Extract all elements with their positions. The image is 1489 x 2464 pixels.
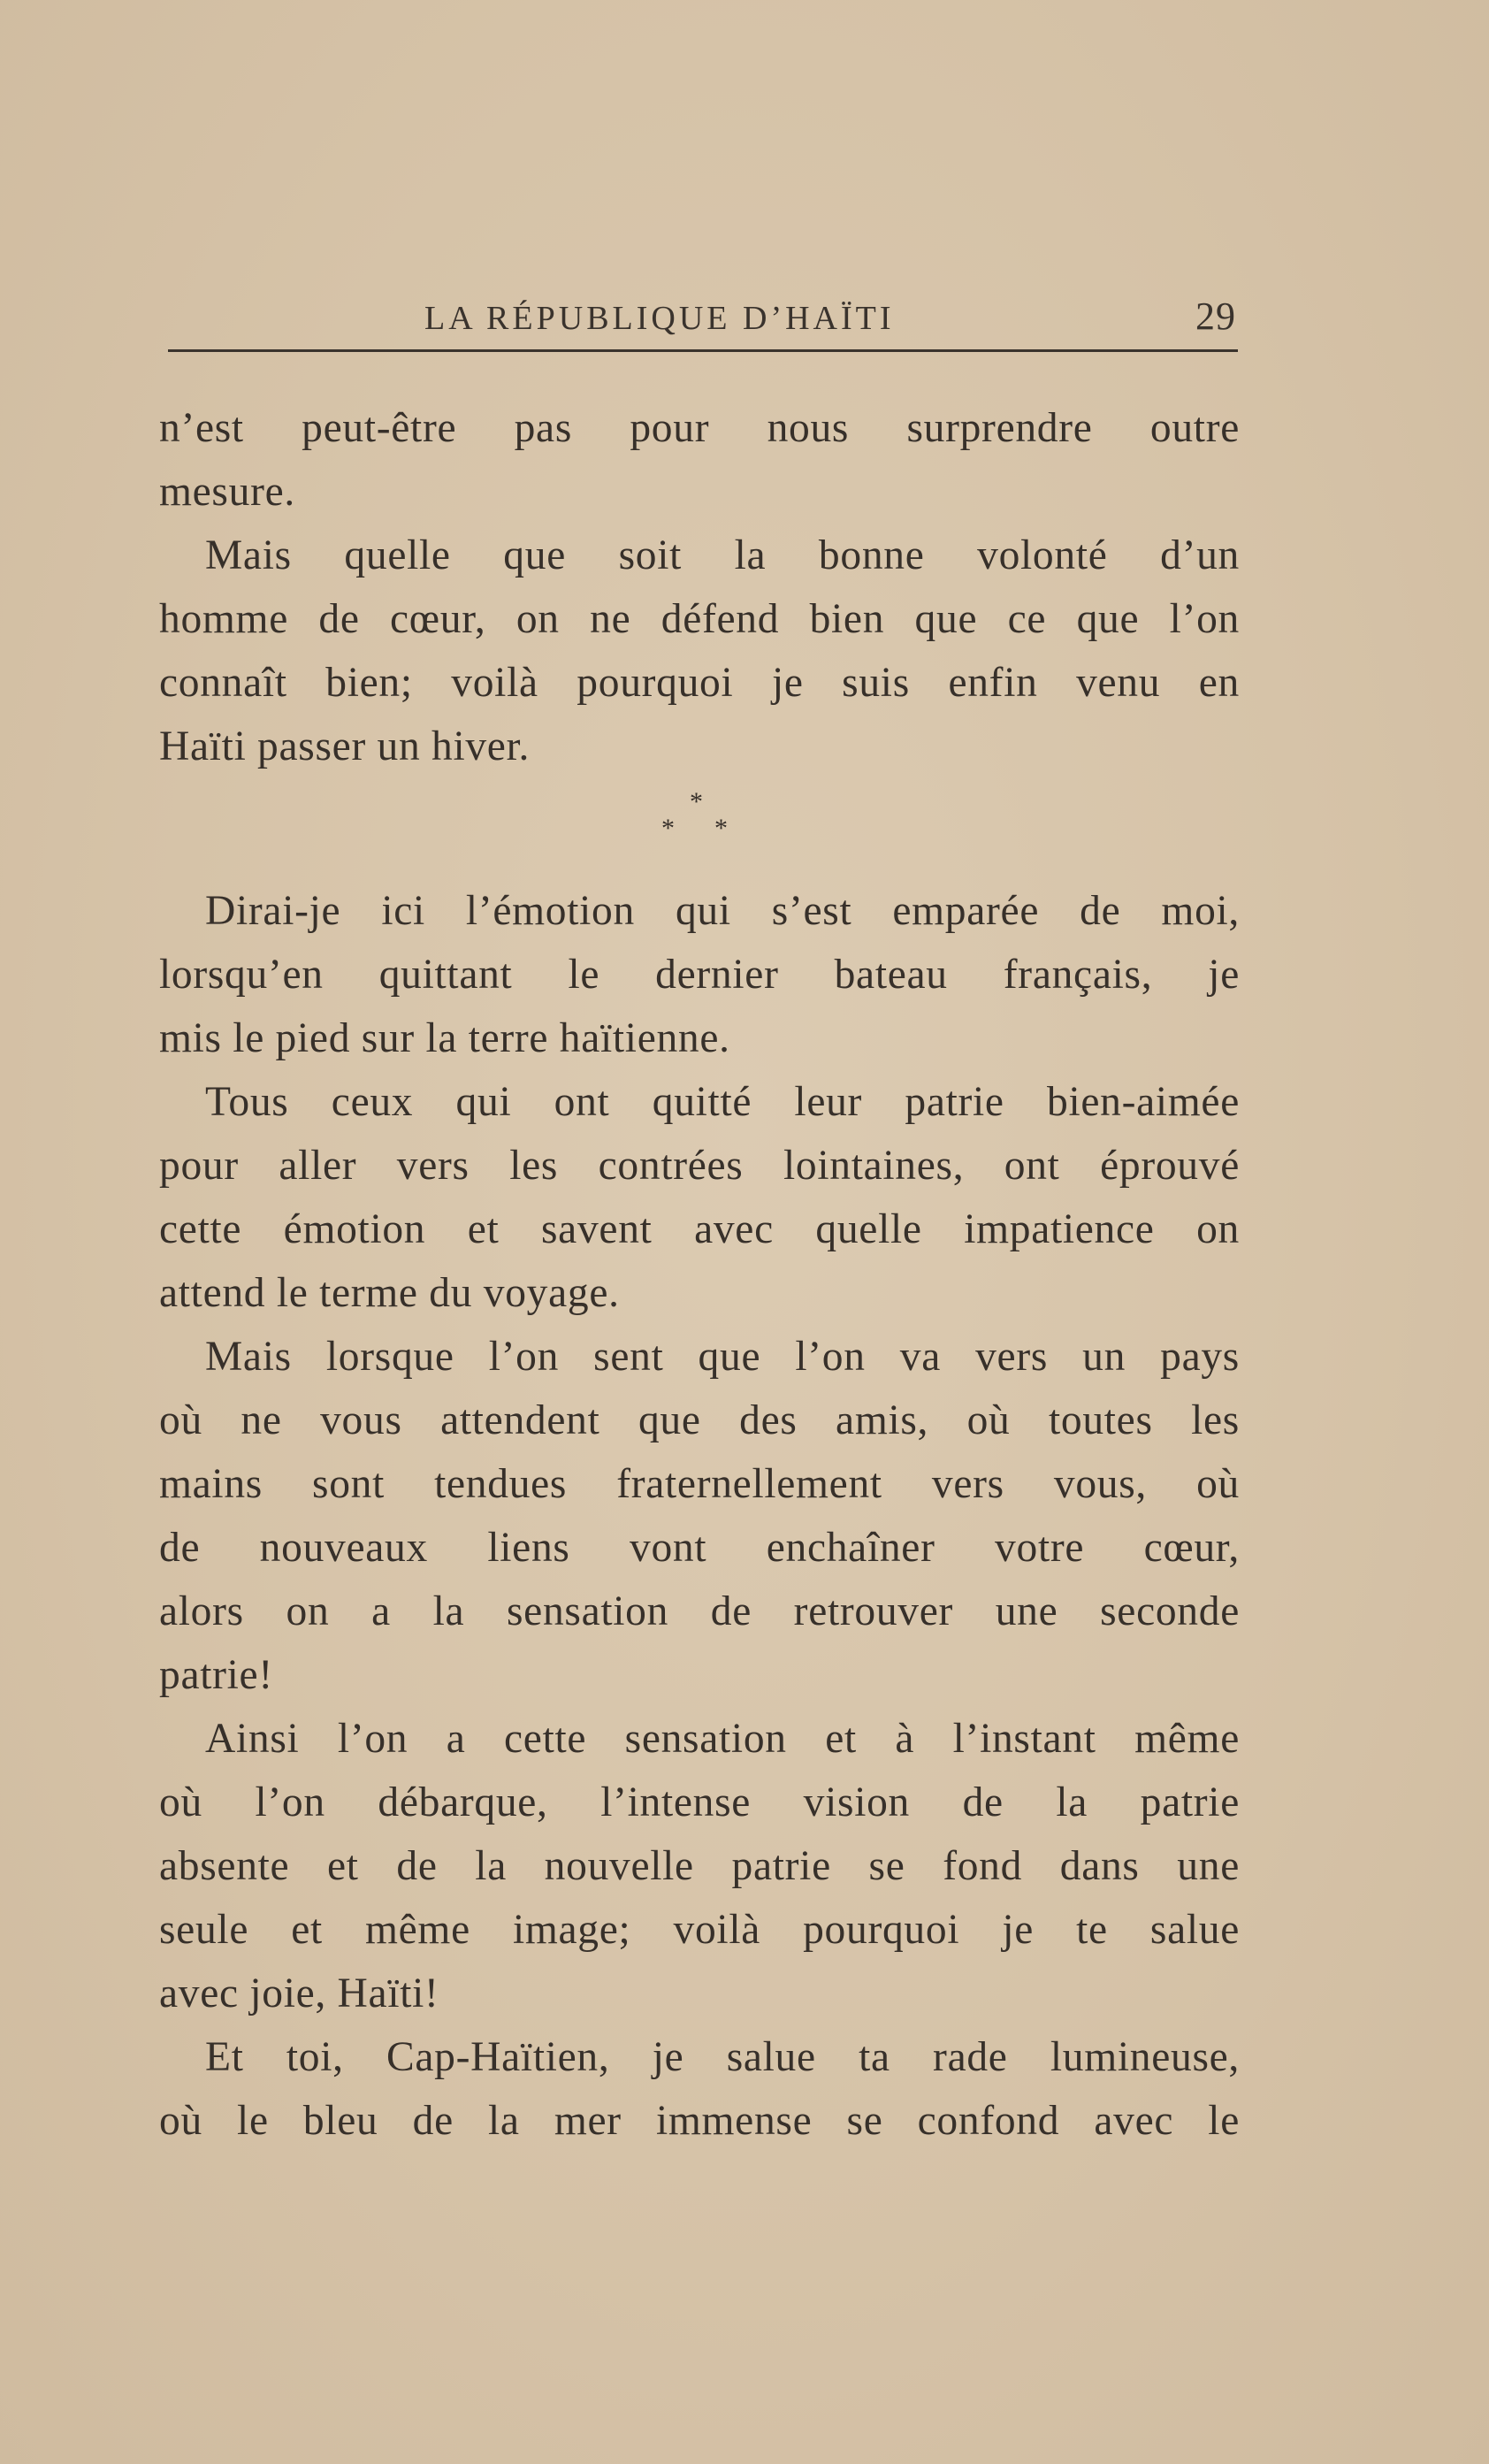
text-line: Mais lorsque l’on sent que l’on va vers un pays bbox=[205, 1334, 1240, 1380]
running-head bbox=[161, 285, 1236, 338]
asterism-separator bbox=[159, 778, 1240, 879]
text-line: Et toi, Cap-Haïtien, je salue ta rade lumineuse, bbox=[205, 2034, 1240, 2080]
text-line: mis le pied sur la terre haïtienne. bbox=[159, 1015, 730, 1061]
asterism-star: * bbox=[661, 814, 676, 843]
text-line: pour aller vers les contrées lointaines, ont éprouvé bbox=[159, 1143, 1240, 1189]
asterism-star: * bbox=[690, 787, 704, 816]
text-line: de nouveaux liens vont enchaîner votre cœur, bbox=[159, 1525, 1240, 1571]
text-line: Tous ceux qui ont quitté leur patrie bien-aimée bbox=[205, 1079, 1240, 1125]
text-line: cette émotion et savent avec quelle impatience on bbox=[159, 1206, 1240, 1252]
text-line: attend le terme du voyage. bbox=[159, 1270, 620, 1316]
text-line: Dirai-je ici l’émotion qui s’est emparée de moi, bbox=[205, 888, 1240, 934]
asterism-star: * bbox=[714, 814, 729, 843]
text-line: où ne vous attendent que des amis, où toutes les bbox=[159, 1397, 1240, 1443]
text-line: absente et de la nouvelle patrie se fond dans une bbox=[159, 1843, 1240, 1889]
text-line: mains sont tendues fraternellement vers vous, où bbox=[159, 1461, 1240, 1507]
text-line: où le bleu de la mer immense se confond avec le bbox=[159, 2098, 1240, 2144]
header-rule bbox=[168, 349, 1238, 352]
text-line: où l’on débarque, l’intense vision de la patrie bbox=[159, 1779, 1240, 1825]
text-line: seule et même image; voilà pourquoi je te salue bbox=[159, 1907, 1240, 1953]
text-line: alors on a la sensation de retrouver une seconde bbox=[159, 1588, 1240, 1634]
text-line: Mais quelle que soit la bonne volonté d’un bbox=[205, 532, 1240, 578]
text-line: lorsqu’en quittant le dernier bateau français, je bbox=[159, 952, 1240, 998]
text-line: Ainsi l’on a cette sensation et à l’instant même bbox=[205, 1716, 1240, 1762]
text-line: Haïti passer un hiver. bbox=[159, 723, 531, 769]
text-line: avec joie, Haïti! bbox=[159, 1970, 439, 2016]
text-line: connaît bien; voilà pourquoi je suis enfin venu en bbox=[159, 660, 1240, 706]
page-number: 29 bbox=[1195, 295, 1236, 338]
text-line: mesure. bbox=[159, 469, 295, 515]
body-text bbox=[159, 396, 1240, 2153]
text-line: homme de cœur, on ne défend bien que ce que l’on bbox=[159, 596, 1240, 642]
text-line: patrie! bbox=[159, 1652, 273, 1698]
text-line: n’est peut-être pas pour nous surprendre outre bbox=[159, 405, 1240, 451]
running-title: LA RÉPUBLIQUE D’HAÏTI bbox=[424, 300, 895, 337]
